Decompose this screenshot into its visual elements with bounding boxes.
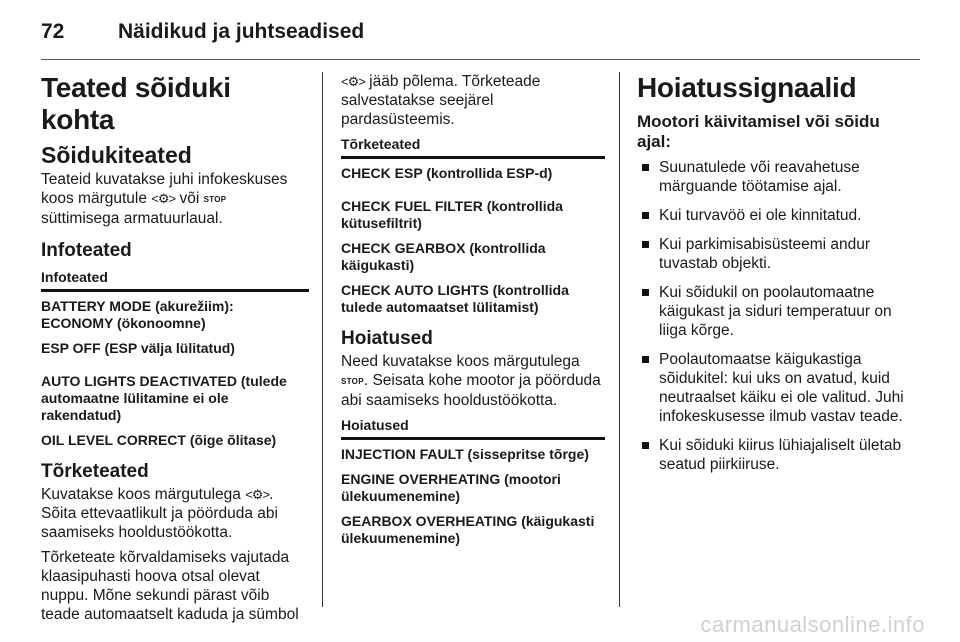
page-number: 72 bbox=[41, 20, 65, 43]
list-item: Suunatulede või reavahetuse märguande töötamise ajal. bbox=[637, 158, 909, 196]
warnings-table-label: Hoiatused bbox=[341, 416, 605, 440]
wrench-warning-icon: <⚙> bbox=[151, 191, 176, 206]
column-1 bbox=[41, 72, 309, 630]
intro-paragraph: Teateid kuvatakse juhi infokeskuses koos märgutule <⚙> või STOP süttimisega armatuurlaual. bbox=[41, 171, 288, 227]
info-item: AUTO LIGHTS DEACTIVATED (tulede automaatne lülitamine ei ole rakendatud) bbox=[41, 373, 287, 423]
stop-icon: STOP bbox=[341, 377, 364, 386]
chapter-title: Näidikud ja juhtseadised bbox=[118, 20, 365, 43]
info-item: ESP OFF (ESP välja lülitatud) bbox=[41, 340, 235, 356]
error-table-label: Tõrketeated bbox=[341, 135, 605, 159]
warning-item: INJECTION FAULT (sissepritse tõrge) bbox=[341, 446, 589, 462]
error-paragraph-2: Tõrketeate kõrvaldamiseks vajutada klaasipuhasti hoova otsal olevat nuppu. Mõne sekundi pärast võib teade automaatselt kaduda ja sümbol bbox=[41, 549, 299, 623]
list-item: Poolautomaatse käigukastiga sõidukitel: kui uks on avatud, kuid neutraalset käiku ei ole valitud. Juhi infokeskusesse ilmub vastav teade. bbox=[637, 350, 909, 426]
error-item: CHECK FUEL FILTER (kontrollida kütusefiltrit) bbox=[341, 198, 563, 231]
list-item: Kui sõiduki kiirus lühiajaliselt ületab seatud piirkiiruse. bbox=[637, 436, 909, 474]
warning-signals-list bbox=[637, 158, 909, 474]
stop-icon: STOP bbox=[203, 195, 227, 204]
column-divider-1 bbox=[322, 72, 323, 607]
warning-item: ENGINE OVERHEATING (mootori ülekuumenemine) bbox=[341, 471, 561, 504]
wrench-warning-icon: <⚙> bbox=[341, 74, 365, 89]
continuation-paragraph: <⚙> jääb põlema. Tõrketeade salvestatakse seejärel pardasüsteemis. bbox=[341, 73, 541, 128]
info-table-label: Infoteated bbox=[41, 268, 309, 292]
vehicle-messages-heading: Sõidukiteated bbox=[41, 142, 192, 168]
warning-signals-subheading: Mootori käivitamisel või sõidu ajal: bbox=[637, 112, 880, 151]
info-item: BATTERY MODE (akurežiim): ECONOMY (ökonoomne) bbox=[41, 298, 234, 331]
list-item: Kui sõidukil on poolautomaatne käigukast ja siduri temperatuur on liiga kõrge. bbox=[637, 283, 909, 340]
section-heading: Teated sõiduki kohta bbox=[41, 72, 231, 135]
column-2 bbox=[341, 72, 605, 555]
error-item: CHECK GEARBOX (kontrollida käigukasti) bbox=[341, 240, 546, 273]
info-item: OIL LEVEL CORRECT (õige õlitase) bbox=[41, 432, 277, 448]
warnings-paragraph: Need kuvatakse koos märgutulega STOP. Seisata kohe mootor ja pöörduda abi saamiseks hooldustöökotta. bbox=[341, 353, 601, 409]
warning-item: GEARBOX OVERHEATING (käigukasti ülekuumenemine) bbox=[341, 513, 595, 546]
wrench-warning-icon: <⚙> bbox=[245, 487, 270, 502]
error-item: CHECK ESP (kontrollida ESP-d) bbox=[341, 165, 553, 181]
column-divider-2 bbox=[619, 72, 620, 607]
page-header bbox=[41, 14, 920, 54]
header-rule bbox=[41, 59, 920, 60]
watermark: carmanualsonline.info bbox=[700, 612, 925, 637]
column-3 bbox=[637, 72, 909, 484]
info-messages-heading: Infoteated bbox=[41, 240, 132, 261]
warnings-heading: Hoiatused bbox=[341, 328, 433, 349]
list-item: Kui turvavöö ei ole kinnitatud. bbox=[637, 206, 909, 225]
error-item: CHECK AUTO LIGHTS (kontrollida tulede automaatset lülitamist) bbox=[341, 282, 569, 315]
error-messages-heading: Tõrketeated bbox=[41, 461, 149, 482]
error-paragraph-1: Kuvatakse koos märgutulega <⚙>. Sõita ettevaatlikult ja pöörduda abi saamiseks hooldustöökotta. bbox=[41, 486, 278, 541]
list-item: Kui parkimisabisüsteemi andur tuvastab objekti. bbox=[637, 235, 909, 273]
warning-signals-heading: Hoiatussignaalid bbox=[637, 72, 857, 103]
